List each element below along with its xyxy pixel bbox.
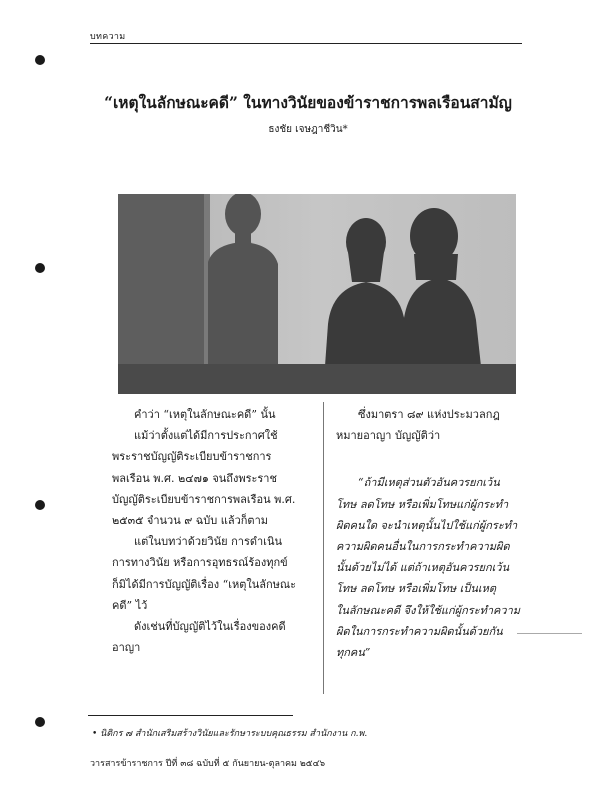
punch-hole: [35, 55, 45, 65]
journal-citation: วารสารข้าราชการ ปีที่ ๓๘ ฉบับที่ ๕ กันยายน-ตุลาคม ๒๕๔๖: [90, 759, 326, 769]
column-divider: [323, 402, 324, 694]
text-line: พระราชบัญญัติระเบียบข้าราชการ: [112, 450, 272, 464]
margin-rule: [517, 633, 582, 634]
quote-line: โทษ ลดโทษ หรือเพิ่มโทษ เป็นเหตุ: [336, 582, 497, 596]
quote-line: ทุกคน”: [336, 646, 371, 660]
footnote: • นิติกร ๗ สำนักเสริมสร้างวินัยและรักษาระบบคุณธรรม สำนักงาน ก.พ.: [92, 729, 368, 739]
text-line: แต่ในบทว่าด้วยวินัย การดำเนิน: [134, 535, 282, 549]
quote-line: โทษ ลดโทษ หรือเพิ่มโทษแก่ผู้กระทำ: [336, 497, 509, 511]
text-line: บัญญัติระเบียบข้าราชการพลเรือน พ.ศ.: [112, 492, 296, 506]
text-line: ๒๕๓๕ จำนวน ๙ ฉบับ แล้วก็ตาม: [112, 514, 268, 528]
text-line: ดังเช่นที่บัญญัติไว้ในเรื่องของคดี: [134, 620, 286, 634]
quote-line: ผิดในการกระทำความผิดนั้นด้วยกัน: [336, 624, 503, 638]
text-line: การทางวินัย หรือการอุทธรณ์ร้องทุกข์: [112, 556, 288, 570]
text-line: แม้ว่าตั้งแต่ได้มีการประกาศใช้: [134, 429, 278, 443]
quote-line: นั้นด้วยไม่ได้ แต่ถ้าเหตุอันควรยกเว้น: [336, 561, 510, 575]
right-column: [336, 404, 536, 663]
quote-line: ในลักษณะคดี จึงให้ใช้แก่ผู้กระทำความ: [336, 603, 520, 617]
text-line: อาญา: [112, 641, 141, 655]
author-byline: ธงชัย เจษฎาชีวิน*: [268, 124, 348, 135]
shadow-photo: [118, 194, 516, 394]
section-label: บทความ: [90, 32, 126, 42]
quote-line: “ถ้ามีเหตุส่วนตัวอันควรยกเว้น: [358, 476, 500, 490]
punch-hole: [35, 263, 45, 273]
footnote-rule: [88, 715, 293, 716]
text-line: พลเรือน พ.ศ. ๒๔๗๑ จนถึงพระราช: [112, 471, 277, 485]
text-line: หมายอาญา บัญญัติว่า: [336, 429, 441, 443]
left-column: [112, 404, 312, 658]
article-title: “เหตุในลักษณะคดี” ในทางวินัยของข้าราชการพลเรือนสามัญ: [104, 93, 512, 112]
legal-quote: [336, 472, 536, 663]
text-line: คำว่า “เหตุในลักษณะคดี” นั้น: [134, 408, 276, 421]
header-rule: [90, 43, 522, 44]
punch-hole: [35, 500, 45, 510]
text-line: ซึ่งมาตรา ๘๙ แห่งประมวลกฎ: [358, 408, 500, 421]
punch-hole: [35, 717, 45, 727]
text-line: ก็มิได้มีการบัญญัติเรื่อง “เหตุในลักษณะ: [112, 577, 297, 591]
text-line: คดี” ไว้: [112, 598, 148, 612]
quote-line: ความผิดคนอื่นในการกระทำความผิด: [336, 540, 510, 554]
quote-line: ผิดคนใด จะนำเหตุนั้นไปใช้แก่ผู้กระทำ: [336, 518, 518, 532]
